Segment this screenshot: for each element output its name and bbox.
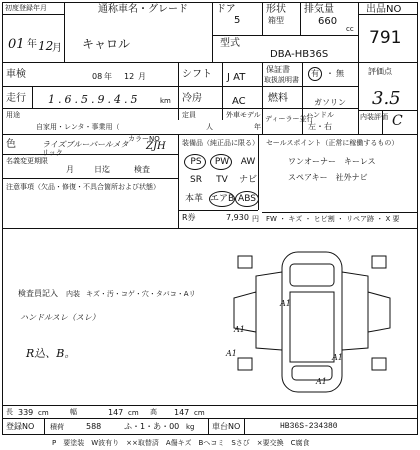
history-inspection: 検査 [134, 165, 150, 174]
mileage-label: 走行 [6, 93, 26, 104]
shaken-year-unit: 年 [104, 72, 112, 81]
inspector-interior: 内装 [66, 290, 80, 298]
cargo-label: 積荷 [50, 423, 64, 431]
color-code-label: カラーNO [128, 135, 160, 143]
divider [222, 62, 223, 120]
divider [358, 62, 359, 134]
lot-number: 791 [369, 28, 402, 48]
reg-year: 01 [8, 37, 25, 52]
handle-label: ハンドル [306, 111, 334, 119]
height-value: 147 [174, 408, 190, 417]
color-label: 色 [6, 139, 16, 150]
fuel-value: ガソリン [314, 98, 346, 107]
reg-no-label: 登録NO [6, 422, 35, 431]
warranty-sep: ・ [326, 69, 334, 78]
divider [2, 228, 418, 229]
warranty-no: 無 [336, 69, 344, 78]
name-change-label: 名義変更期限 [6, 157, 48, 165]
equip-aw: AW [240, 157, 256, 167]
height-label: 高 [150, 408, 157, 416]
inspector-marks: キズ・汚・コゲ・穴・タバコ・Aリ [86, 290, 196, 298]
inspector-label: 検査員記入 [18, 289, 58, 298]
notes-label: 注意事項（欠品・修復・不具合箇所および状態） [6, 183, 160, 191]
warranty-yes: 有 [311, 69, 319, 78]
equip-airbag: エアB [210, 194, 235, 204]
capacity-unit: 人 [206, 123, 213, 131]
width-value: 147 [108, 408, 124, 417]
equip-ps: PS [190, 157, 202, 167]
displacement-value: 660 [318, 16, 338, 27]
divider [358, 2, 359, 62]
width-unit: cm [128, 409, 139, 417]
divider [2, 178, 178, 179]
car-diagram [220, 232, 410, 407]
divider [178, 134, 179, 228]
divider [178, 210, 258, 211]
shape-label: 形状 [266, 4, 286, 15]
shaken-label: 車検 [6, 69, 26, 80]
length-unit: cm [38, 409, 49, 417]
sales-point-line1: ワンオーナー キーレス [288, 157, 376, 166]
car-name-label: 通称車名・グレード [98, 4, 188, 15]
chassis-value: HB36S-234380 [280, 422, 338, 431]
door-label: ドア [216, 4, 236, 15]
warranty-sub: 取扱説明書 [264, 76, 299, 84]
shift-label: シフト [182, 69, 212, 80]
height-unit: cm [194, 409, 205, 417]
model-label: 型式 [220, 38, 240, 49]
divider [2, 14, 64, 15]
equip-navi: ナビ [238, 175, 257, 185]
ac-label: 冷房 [182, 93, 202, 104]
shape-value: 箱型 [268, 16, 284, 25]
chassis-label: 車台NO [212, 422, 241, 431]
history-month: 月 [66, 165, 74, 174]
wheel-line: FW ・ キズ ・ ヒビ割 ・ リペア跡 ・ X 要 [266, 215, 400, 223]
color-value: ライズブルーパールメタ [42, 140, 129, 149]
sales-point-line2: スペアキー 社外ナビ [288, 173, 368, 182]
dealer-label: ディーラー並行 [265, 115, 314, 123]
equip-leather: 本革 [184, 194, 203, 204]
reg-date-label: 初度登録年月 [5, 4, 47, 12]
color-change-label: リック [42, 149, 63, 157]
inspector-note1: ハンドルスレ（スレ） [20, 313, 100, 322]
divider [244, 418, 245, 435]
purpose-label: 用途 [6, 111, 20, 119]
handle-options: 左・右 [308, 122, 332, 131]
warranty-label: 保証書 [266, 65, 290, 74]
diagram-mark-left-lower: A1 [226, 349, 237, 358]
shaken-year: 08 [92, 72, 103, 81]
divider [208, 418, 209, 435]
reg-month-unit: 月 [52, 43, 62, 54]
interior-label: 内装評価 [360, 113, 388, 121]
divider [300, 2, 301, 35]
reg-month: 12 [38, 39, 54, 53]
shift-value: J AT [227, 72, 246, 83]
sales-point-label: セールスポイント（正常に稼働するもの） [266, 139, 399, 147]
door-value: 5 [234, 15, 241, 26]
reg-year-unit: 年 [27, 39, 37, 50]
lot-label: 出品NO [366, 4, 402, 15]
diagram-mark-right: A1 [332, 353, 343, 362]
equipment-label: 装備品（純正品に限る） [182, 139, 259, 147]
equip-airbag-circle [209, 191, 235, 207]
divider [212, 2, 213, 62]
divider [212, 35, 358, 36]
equip-abs-circle [235, 191, 259, 207]
divider [2, 418, 418, 419]
interior-value: C [392, 113, 403, 129]
divider [2, 154, 178, 155]
fuel-label: 燃料 [268, 93, 288, 104]
divider [2, 86, 358, 87]
divider [2, 405, 418, 406]
divider [302, 62, 303, 134]
divider [2, 108, 358, 109]
divider [358, 110, 418, 111]
color-code-value: ZJH [146, 141, 166, 152]
exterior-model-label: 外車モデル [226, 111, 261, 119]
divider [32, 86, 33, 108]
diagram-mark-roof: A1 [280, 299, 291, 308]
displacement-unit: cc [346, 25, 354, 33]
car-name: キャロル [82, 37, 131, 51]
cargo-value: 588 [86, 422, 102, 431]
length-label: 長 [6, 408, 13, 416]
equip-pw: PW [214, 157, 230, 167]
capacity-label: 定員 [182, 111, 196, 119]
divider [262, 2, 263, 35]
divider [262, 212, 418, 213]
mileage-value: 1.6.5.9.4.5 [48, 93, 141, 106]
divider [178, 62, 179, 120]
displacement-label: 排気量 [304, 4, 334, 15]
cargo-unit: kg [186, 423, 195, 431]
equip-abs: ABS [238, 194, 256, 204]
equip-tv: TV [216, 175, 228, 185]
equip-ps-circle [184, 154, 206, 170]
mileage-unit: km [160, 97, 171, 105]
ac-value: AC [232, 96, 246, 107]
diagram-mark-left: A1 [234, 325, 245, 334]
divider [2, 134, 418, 135]
model-value: DBA-HB36S [270, 49, 329, 60]
grade-value: 3.5 [372, 88, 401, 109]
equip-pw-circle [210, 154, 232, 170]
divider [64, 2, 65, 62]
legend: P 要塗装 W波有り ××取替済 A傷キズ Bへコミ Sさび ×要交換 C腐食 [52, 439, 310, 447]
divider [2, 62, 418, 63]
plate-value: ふ・1・あ・00 [124, 422, 180, 431]
recycle-label: R券 [182, 213, 196, 222]
exterior-model-unit: 年 [254, 123, 261, 131]
inspector-note2: R込、B。 [26, 347, 76, 360]
grade-label: 評価点 [368, 67, 392, 76]
divider [262, 62, 263, 134]
length-value: 339 [18, 408, 34, 417]
history-day: 日迄 [94, 165, 110, 174]
diagram-mark-rear: A1 [316, 377, 327, 386]
shaken-month-unit: 月 [138, 72, 146, 81]
equip-sr: SR [190, 175, 202, 185]
shaken-month: 12 [124, 72, 135, 81]
width-label: 幅 [70, 408, 77, 416]
divider [44, 418, 45, 435]
purpose-options: 自家用・レンタ・事業用（ [36, 123, 120, 131]
recycle-value: 7,930 [226, 213, 249, 222]
recycle-unit: 円 [252, 215, 259, 223]
